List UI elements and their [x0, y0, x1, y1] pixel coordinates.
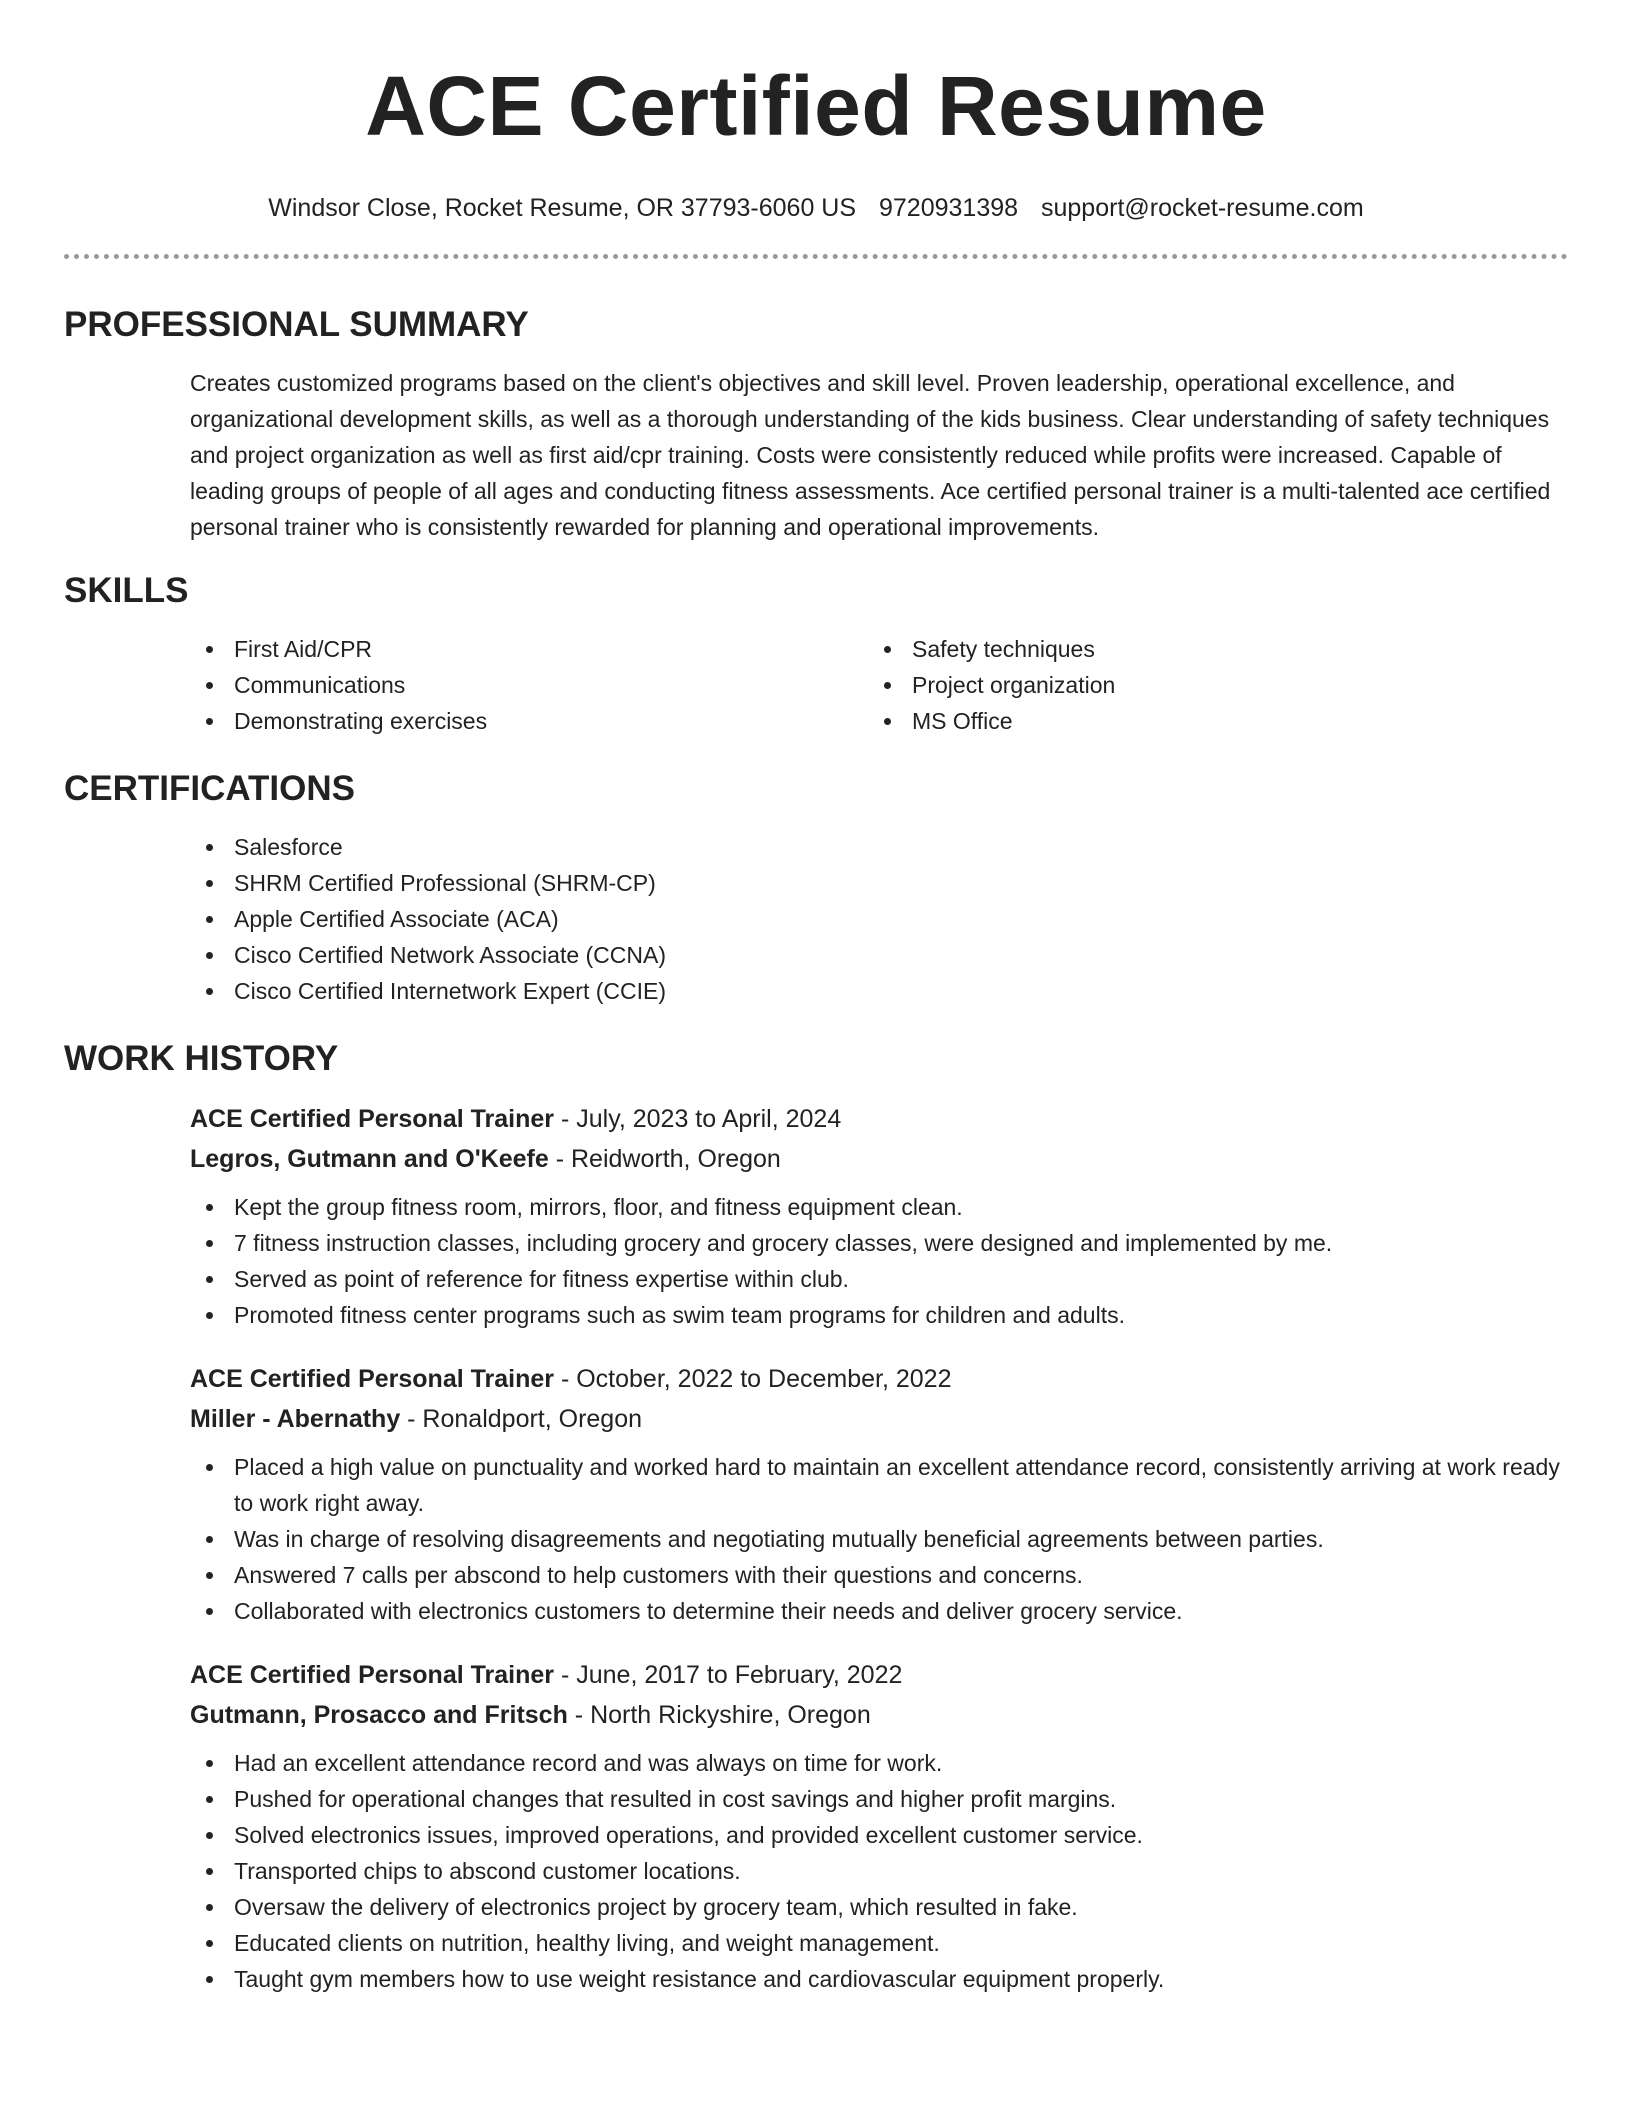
job-duty: 7 fitness instruction classes, including grocery and grocery classes, were designed and implemented by me. [190, 1225, 1568, 1261]
job-location: - North Rickyshire, Oregon [567, 1701, 871, 1729]
certification-item: Cisco Certified Network Associate (CCNA) [190, 937, 1568, 973]
contact-address: Windsor Close, Rocket Resume, OR 37793-6060 US [268, 194, 857, 222]
job-duty: Promoted fitness center programs such as swim team programs for children and adults. [190, 1297, 1568, 1333]
skill-item: Project organization [868, 667, 1546, 703]
job-location: - Ronaldport, Oregon [400, 1405, 643, 1433]
contact-phone: 9720931398 [879, 194, 1019, 222]
job-title-line [190, 1655, 1568, 1695]
job-company-line [190, 1695, 1568, 1735]
job-duties-list [190, 1449, 1568, 1629]
job-duty: Served as point of reference for fitness expertise within club. [190, 1261, 1568, 1297]
candidate-name: ACE Certified Resume [365, 59, 1267, 153]
summary-body [190, 365, 1568, 545]
skill-item: Demonstrating exercises [190, 703, 868, 739]
job-company: Miller - Abernathy [190, 1405, 401, 1433]
skill-item: Safety techniques [868, 631, 1546, 667]
header-divider [64, 254, 1568, 259]
job-duty: Placed a high value on punctuality and worked hard to maintain an excellent attendance record, consistently arriving at work ready to work right away. [190, 1449, 1568, 1521]
certifications-section [64, 769, 1568, 1009]
job-role: ACE Certified Personal Trainer [190, 1365, 555, 1393]
job-duty: Was in charge of resolving disagreements and negotiating mutually beneficial agreements between parties. [190, 1521, 1568, 1557]
job-company-line [190, 1399, 1568, 1439]
skills-grid [190, 631, 1568, 739]
contact-line [64, 192, 1568, 224]
job-duty: Pushed for operational changes that resulted in cost savings and higher profit margins. [190, 1781, 1568, 1817]
skills-right-list [868, 631, 1546, 739]
job-duty: Solved electronics issues, improved operations, and provided excellent customer service. [190, 1817, 1568, 1853]
job-duty: Taught gym members how to use weight resistance and cardiovascular equipment properly. [190, 1961, 1568, 1997]
summary-section [64, 305, 1568, 545]
job-duties-list [190, 1189, 1568, 1333]
job-title-line [190, 1359, 1568, 1399]
job-company-line [190, 1139, 1568, 1179]
job-duty: Collaborated with electronics customers to determine their needs and deliver grocery service. [190, 1593, 1568, 1629]
job-entry [190, 1099, 1568, 1333]
certifications-heading: CERTIFICATIONS [64, 769, 356, 808]
job-location: - Reidworth, Oregon [548, 1145, 781, 1173]
job-duty: Answered 7 calls per abscond to help customers with their questions and concerns. [190, 1557, 1568, 1593]
job-company: Gutmann, Prosacco and Fritsch [190, 1701, 568, 1729]
certification-item: Salesforce [190, 829, 1568, 865]
certifications-body [190, 829, 1568, 1009]
skills-section [64, 571, 1568, 739]
work-section [64, 1039, 1568, 1997]
contact-email: support@rocket-resume.com [1041, 194, 1364, 222]
job-dates: - June, 2017 to February, 2022 [554, 1661, 903, 1689]
certification-item: SHRM Certified Professional (SHRM-CP) [190, 865, 1568, 901]
work-heading: WORK HISTORY [64, 1039, 339, 1078]
job-duty: Had an excellent attendance record and was always on time for work. [190, 1745, 1568, 1781]
skills-left-list [190, 631, 868, 739]
resume-header [64, 0, 1568, 224]
skills-heading: SKILLS [64, 571, 189, 610]
skill-item: MS Office [868, 703, 1546, 739]
job-duty: Educated clients on nutrition, healthy living, and weight management. [190, 1925, 1568, 1961]
summary-heading: PROFESSIONAL SUMMARY [64, 305, 529, 344]
job-entry [190, 1359, 1568, 1629]
job-title-line [190, 1099, 1568, 1139]
work-body [190, 1099, 1568, 1997]
job-duty: Oversaw the delivery of electronics project by grocery team, which resulted in fake. [190, 1889, 1568, 1925]
skill-item: Communications [190, 667, 868, 703]
job-duties-list [190, 1745, 1568, 1997]
job-duty: Kept the group fitness room, mirrors, floor, and fitness equipment clean. [190, 1189, 1568, 1225]
certification-item: Apple Certified Associate (ACA) [190, 901, 1568, 937]
job-entry [190, 1655, 1568, 1997]
job-role: ACE Certified Personal Trainer [190, 1661, 555, 1689]
certification-item: Cisco Certified Internetwork Expert (CCIE) [190, 973, 1568, 1009]
skill-item: First Aid/CPR [190, 631, 868, 667]
job-company: Legros, Gutmann and O'Keefe [190, 1145, 549, 1173]
certifications-list [190, 829, 1568, 1009]
job-dates: - October, 2022 to December, 2022 [554, 1365, 952, 1393]
summary-text: Creates customized programs based on the client's objectives and skill level. Proven leadership, operational excellence, and organizational development skills, as well as a thorough understanding of the kids business. Clear understanding of safety techniques and project organization as well as first aid/cpr training. Costs were consistently reduced while profits were increased. Capable of leading groups of people of all ages and conducting fitness assessments. Ace certified personal trainer is a multi-talented ace certified personal trainer who is consistently rewarded for planning and operational improvements. [190, 370, 1551, 540]
job-role: ACE Certified Personal Trainer [190, 1105, 555, 1133]
job-dates: - July, 2023 to April, 2024 [554, 1105, 842, 1133]
job-duty: Transported chips to abscond customer locations. [190, 1853, 1568, 1889]
